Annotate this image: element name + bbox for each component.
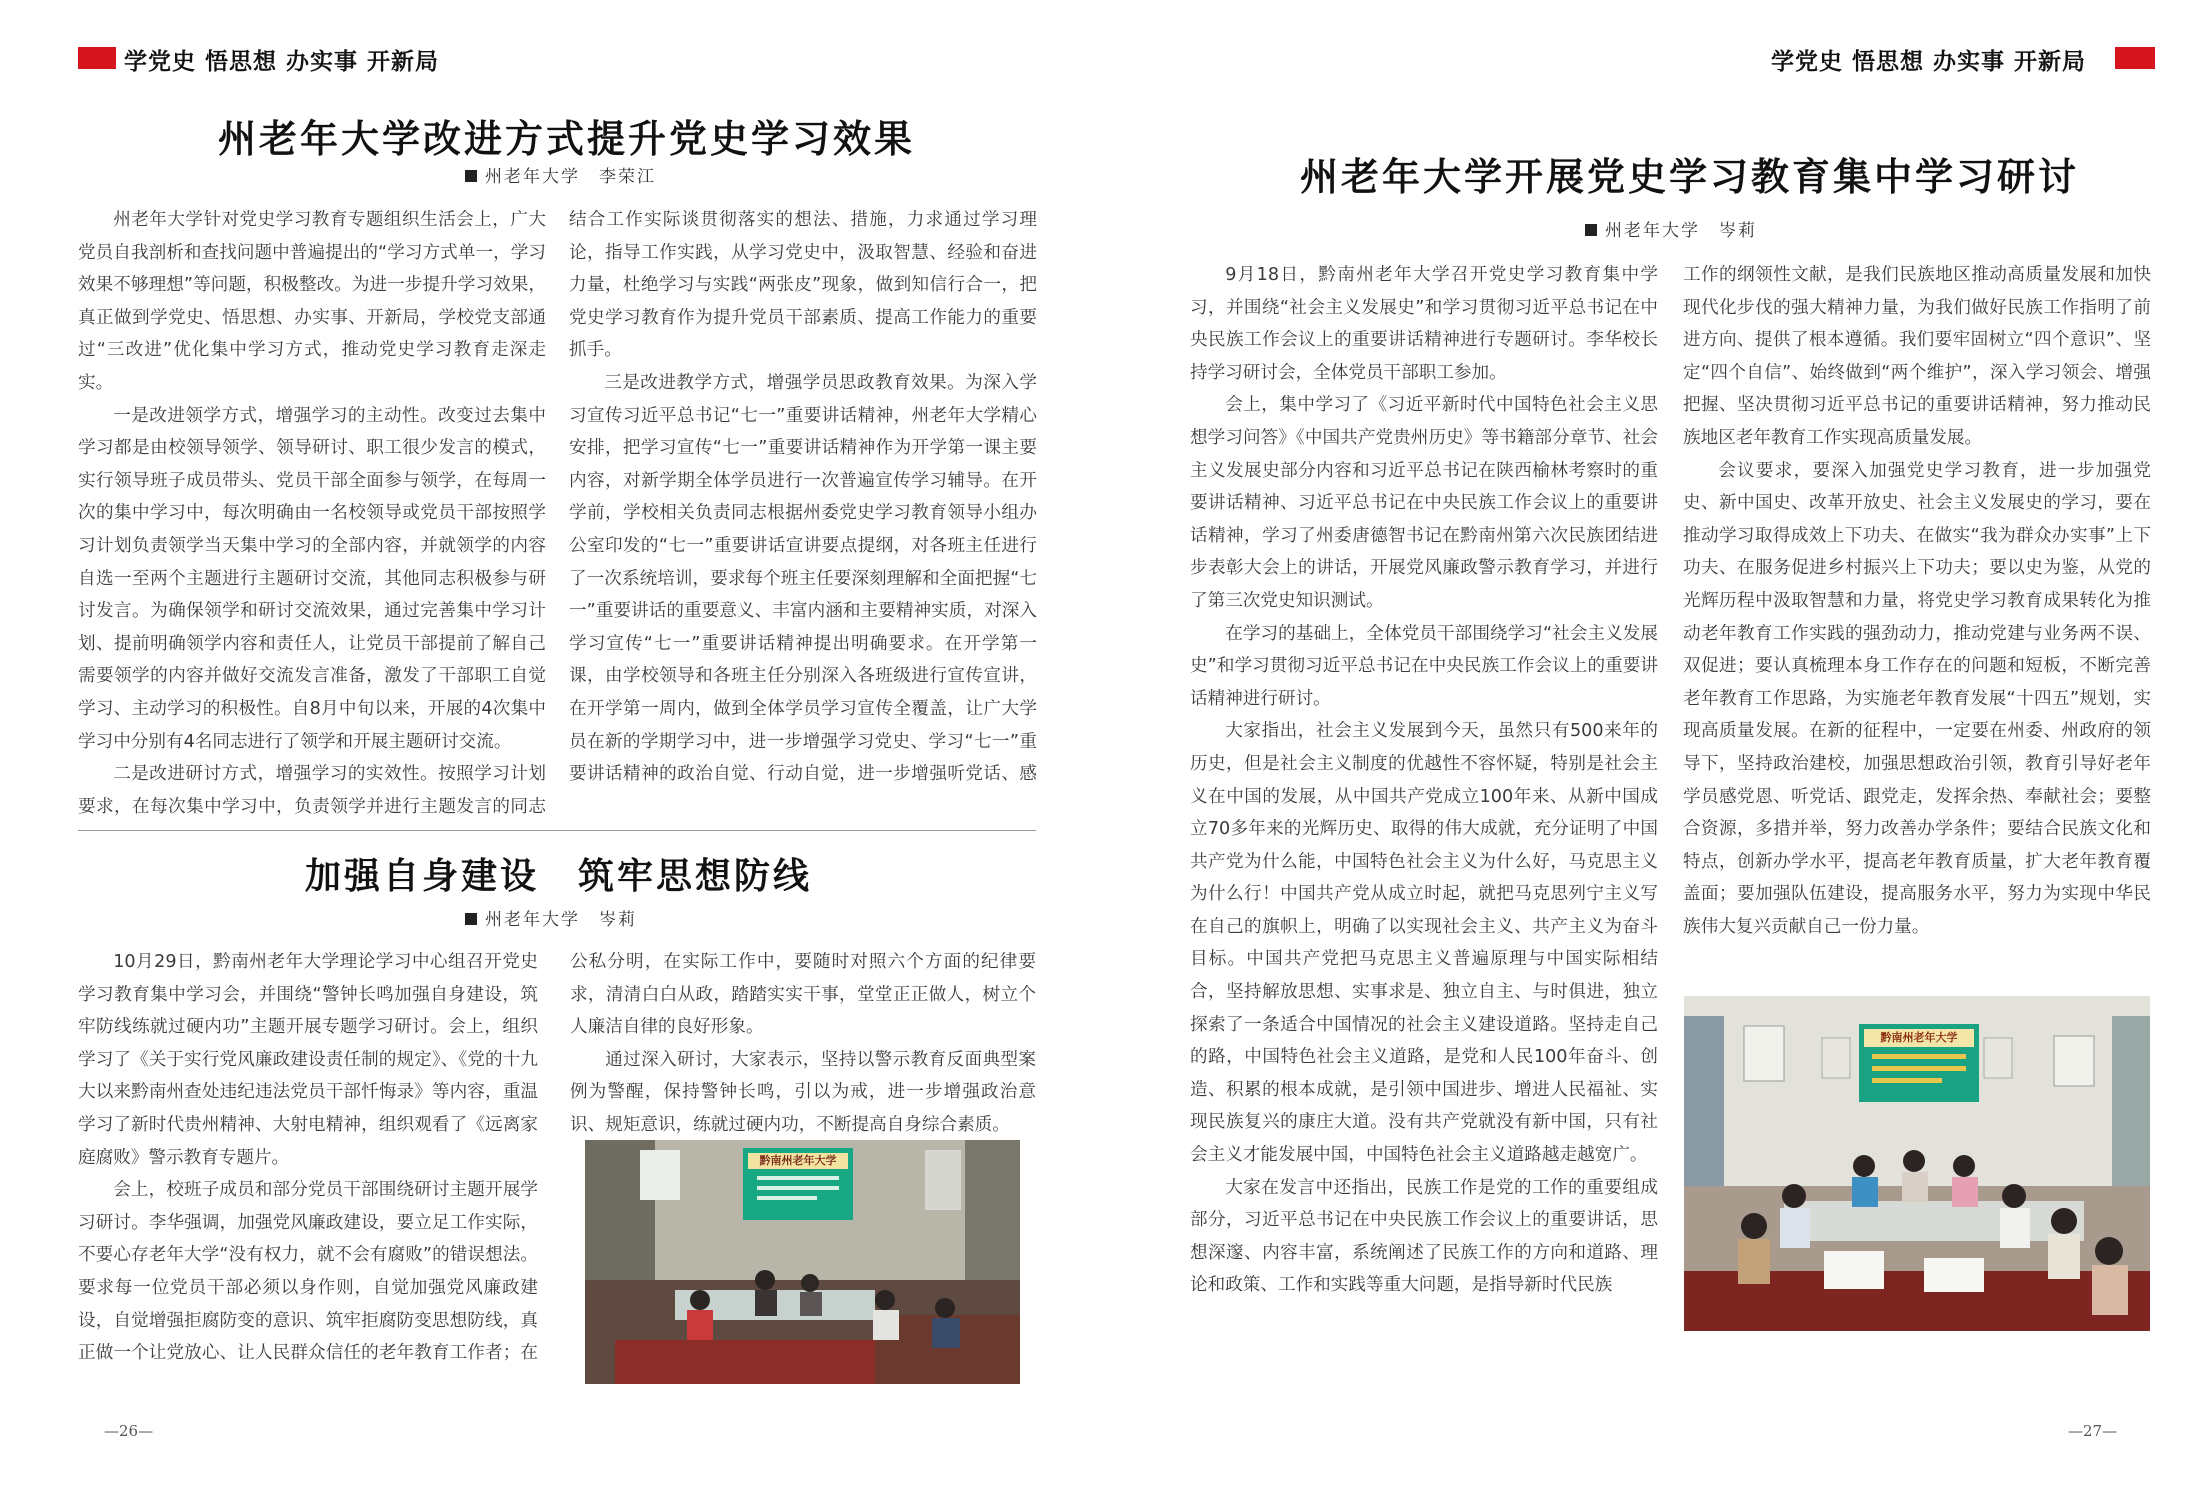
article1-col2-para: 结合工作实际谈贯彻落实的想法、措施，力求通过学习理论，指导工作实践，从学习党史中，汲取智慧、经验和奋进力量，杜绝学习与实践“两张皮”现象，做到知信行合一，把党史学习教育作为提升党员干部素质、提高工作能力的重要抓手。 — [569, 210, 1037, 361]
article3-meeting-photo — [1684, 996, 2150, 1331]
section-divider — [78, 830, 1036, 831]
article1-byline — [465, 162, 656, 187]
article2-title: 加强自身建设 筑牢思想防线 — [305, 856, 813, 897]
article2-col2-para: 公私分明，在实际工作中，要随时对照六个方面的纪律要求，清清白白从政，踏踏实实干事，堂堂正正做人，树立个人廉洁自律的良好形象。 — [570, 952, 1036, 1038]
article2-byline — [465, 905, 637, 930]
article2-column-2 — [570, 946, 1036, 1136]
header-right-slogan: 学党史 悟思想 办实事 开新局 — [1771, 49, 2087, 75]
article2-col2-para: 通过深入研讨，大家表示，坚持以警示教育反面典型案例为警醒，保持警钟长鸣，引以为戒，进一步增强政治意识、规矩意识，练就过硬内功，不断提高自身综合素质。 — [570, 1049, 1036, 1135]
article3-column-2 — [1683, 259, 2151, 949]
article3-col1-para: 大家在发言中还指出，民族工作是党的工作的重要组成部分，习近平总书记在中央民族工作会议上的重要讲话，思想深邃、内容丰富，系统阐述了民族工作的方向和道路、理论和政策、工作和实践等重大问题，是指导新时代民族 — [1190, 1177, 1658, 1296]
article3-col2-para: 会议要求，要深入加强党史学习教育，进一步加强党史、新中国史、改革开放史、社会主义发展史的学习，要在推动学习取得成效上下功夫、在做实“我为群众办实事”上下功夫、在服务促进乡村振兴上下功夫；要以史为鉴，从党的光辉历程中汲取智慧和力量，将党史学习教育成果转化为推动老年教育工作实践的强劲动力，推动党建与业务两不误、双促进；要认真梳理本身工作存在的问题和短板，不断完善老年教育工作思路，为实施老年教育发展“十四五”规划，实现高质量发展。在新的征程中，一定要在州委、州政府的领导下，坚持政治建校，加强思想政治引领，教育引导好老年学员感党恩、听党话、跟党走，发挥余热、奉献社会；要整合资源，多措并举，努力改善办学条件；要结合民族文化和特点，创新办学水平，提高老年教育质量，扩大老年教育覆盖面；要加强队伍建设，提高服务水平，努力为实现中华民族伟大复兴贡献自己一份力量。 — [1683, 460, 2151, 937]
article1-column-2 — [569, 204, 1037, 794]
article1-col1-para: 州老年大学针对党史学习教育专题组织生活会上，广大党员自我剖析和查找问题中普遍提出的“学习方式单一，学习效果不够理想”等问题，积极整改。为进一步提升学习效果，真正做到学党史、悟思想、办实事、开新局，学校党支部通过“三改进”优化集中学习方式，推动党史学习教育走深走实。 — [78, 210, 546, 393]
article3-col1-para: 大家指出，社会主义发展到今天，虽然只有500来年的历史，但是社会主义制度的优越性不容怀疑，特别是社会主义在中国的发展，从中国共产党成立100年来、从新中国成立70多年来的光辉历史、取得的伟大成就，充分证明了中国共产党为什么能，中国特色社会主义为什么好，马克思主义为什么行！中国共产党从成立时起，就把马克思列宁主义写在自己的旗帜上，明确了以实现社会主义、共产主义为奋斗目标。中国共产党把马克思主义普遍原理与中国实际相结合，坚持解放思想、实事求是、独立自主、与时俱进，独立探索了一条适合中国情况的社会主义建设道路。坚持走自己的路，中国特色社会主义道路，是党和人民100年奋斗、创造、积累的根本成就，是引领中国进步、增进人民福祉、实现民族复兴的康庄大道。没有共产党就没有新中国，只有社会主义才能发展中国，中国特色社会主义道路越走越宽广。 — [1190, 721, 1658, 1166]
article3-byline — [1585, 216, 1757, 241]
header-left-red-bar — [78, 47, 116, 69]
byline-square-icon — [1585, 224, 1597, 236]
article3-col1-para: 9月18日，黔南州老年大学召开党史学习教育集中学习，并围绕“社会主义发展史”和学习贯彻习近平总书记在中央民族工作会议上的重要讲话精神进行专题研讨。李华校长持学习研讨会，全体党员干部职工参加。 — [1190, 265, 1658, 383]
page-number-right: —27— — [2068, 1422, 2118, 1440]
article1-col1-para: 二是改进研讨方式，增强学习的实效性。按照学习计划要求，在每次集中学习中，负责领学并进行主题发言的同志 — [78, 764, 546, 817]
article2-column-1 — [78, 946, 538, 1376]
article2-col1-para: 会上，校班子成员和部分党员干部围绕研讨主题开展学习研讨。李华强调，加强党风廉政建设，要立足工作实际，不要心存老年大学“没有权力，就不会有腐败”的错误想法。要求每一位党员干部必须以身作则，自觉加强党风廉政建设，自觉增强拒腐防变的意识、筑牢拒腐防变思想防线，真正做一个让党放心、让人民群众信任的老年教育工作者；在 — [78, 1180, 538, 1364]
article3-byline-text: 州老年大学 岑莉 — [1605, 221, 1757, 241]
article3-title: 州老年大学开展党史学习教育集中学习研讨 — [1300, 155, 2080, 199]
article3-col1-para: 在学习的基础上，全体党员干部围绕学习“社会主义发展史”和学习贯彻习近平总书记在中央民族工作会议上的重要讲话精神进行研讨。 — [1190, 623, 1658, 709]
article3-photo-banner: 黔南州老年大学 — [1880, 1031, 1958, 1044]
article1-col1-para: 一是改进领学方式，增强学习的主动性。改变过去集中学习都是由校领导领学、领导研讨、职工很少发言的模式，实行领导班子成员带头、党员干部全面参与领学，在每周一次的集中学习中，每次明确由一名校领导或党员干部按照学习计划负责领学当天集中学习的全部内容，并就领学的内容自选一至两个主题进行主题研讨交流，其他同志积极参与研讨发言。为确保领学和研讨交流效果，通过完善集中学习计划、提前明确领学内容和责任人，让党员干部提前了解自己需要领学的内容并做好交流发言准备，激发了干部职工自觉学习、主动学习的积极性。自8月中旬以来，开展的4次集中学习中分别有4名同志进行了领学和开展主题研讨交流。 — [78, 405, 546, 752]
article2-byline-text: 州老年大学 岑莉 — [485, 910, 637, 930]
header-right-red-bar — [2115, 47, 2155, 69]
byline-square-icon — [465, 913, 477, 925]
article1-byline-text: 州老年大学 李荣江 — [485, 167, 656, 187]
article1-column-1 — [78, 204, 546, 826]
article2-photo-banner: 黔南州老年大学 — [759, 1154, 837, 1167]
article3-col1-para: 会上，集中学习了《习近平新时代中国特色社会主义思想学习问答》《中国共产党贵州历史》等书籍部分章节、社会主义发展史部分内容和习近平总书记在陕西榆林考察时的重要讲话精神、习近平总书记在中央民族工作会议上的重要讲话精神，学习了州委唐德智书记在黔南州第六次民族团结进步表彰大会上的讲话，开展党风廉政警示教育学习，并进行了第三次党史知识测试。 — [1190, 395, 1658, 611]
header-left-slogan: 学党史 悟思想 办实事 开新局 — [124, 49, 440, 75]
article3-col2-para: 工作的纲领性文献，是我们民族地区推动高质量发展和加快现代化步伐的强大精神力量，为我们做好民族工作指明了前进方向、提供了根本遵循。我们要牢固树立“四个意识”、坚定“四个自信”、始终做到“两个维护”，深入学习领会、增强把握、坚决贯彻习近平总书记的重要讲话精神，努力推动民族地区老年教育工作实现高质量发展。 — [1683, 265, 2151, 448]
article2-col1-para: 10月29日，黔南州老年大学理论学习中心组召开党史学习教育集中学习会，并围绕“警钟长鸣加强自身建设，筑牢防线练就过硬内功”主题开展专题学习研讨。会上，组织学习了《关于实行党风廉政建设责任制的规定》、《党的十九大以来黔南州查处违纪违法党员干部忏悔录》等内容，重温学习了新时代贵州精神、大射电精神，组织观看了《远离家庭腐败》警示教育专题片。 — [78, 952, 538, 1168]
article1-col2-para: 三是改进教学方式，增强学员思政教育效果。为深入学习宣传习近平总书记“七一”重要讲话精神，州老年大学精心安排，把学习宣传“七一”重要讲话精神作为开学第一课主要内容，对新学期全体学员进行一次普遍宣传学习辅导。在开学前，学校相关负责同志根据州委党史学习教育领导小组办公室印发的“七一”重要讲话宣讲要点提纲，对各班主任进行了一次系统培训，要求每个班主任要深刻理解和全面把握“七一”重要讲话的重要意义、丰富内涵和主要精神实质，对深入学习宣传“七一”重要讲话精神提出明确要求。在开学第一课，由学校领导和各班主任分别深入各班级进行宣传宣讲，在开学第一周内，做到全体学员学习宣传全覆盖，让广大学员在新的学期学习中，进一步增强学习党史、学习“七一”重要讲话精神的政治自觉、行动自觉，进一步增强听党话、感 — [569, 372, 1037, 785]
article1-title: 州老年大学改进方式提升党史学习效果 — [218, 117, 916, 161]
article2-meeting-photo — [585, 1140, 1020, 1384]
article3-column-1 — [1190, 259, 1658, 1339]
byline-square-icon — [465, 170, 477, 182]
page-number-left: —26— — [104, 1422, 154, 1440]
